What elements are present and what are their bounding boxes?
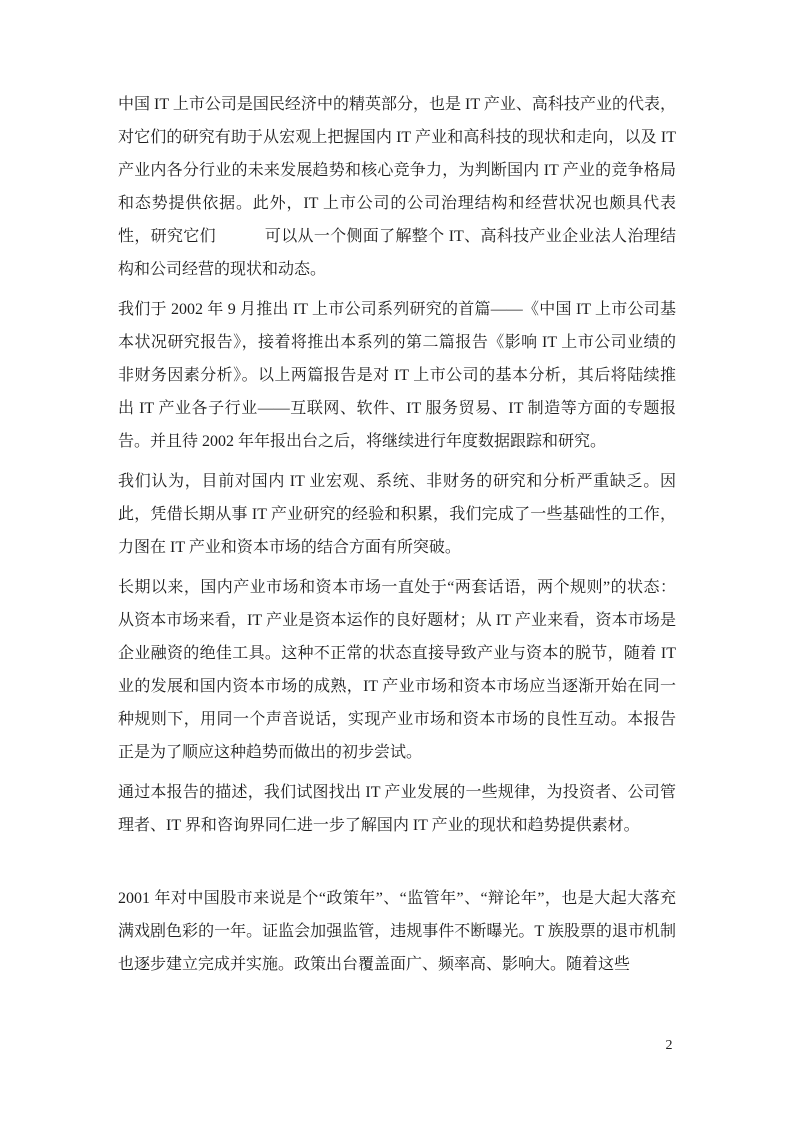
paragraph: 我们认为，目前对国内 IT 业宏观、系统、非财务的研究和分析严重缺乏。因此，凭借长期从事 IT 产业研究的经验和积累，我们完成了一些基础性的工作，力图在 IT 产业和资本市场的结合方面有所突破。 <box>118 473 676 556</box>
paragraph: 通过本报告的描述，我们试图找出 IT 产业发展的一些规律，为投资者、公司管理者、IT 界和咨询界同仁进一步了解国内 IT 产业的现状和趋势提供素材。 <box>118 784 676 834</box>
paragraph: 我们于 2002 年 9 月推出 IT 上市公司系列研究的首篇——《中国 IT 上市公司基本状况研究报告》，接着将推出本系列的第二篇报告《影响 IT 上市公司业绩的非财务因素分析》。以上两篇报告是对 IT 上市公司的基本分析，其后将陆续推出 IT 产业各子行业——互联网、软件、IT 服务贸易、IT 制造等方面的专题报告。并且待 2002 年年报出台之后，将继续进行年度数据跟踪和研究。 <box>118 301 676 450</box>
document-body <box>118 88 676 988</box>
paragraph: 2001 年对中国股市来说是个“政策年”、“监管年”、“辩论年”，也是大起大落充满戏剧色彩的一年。证监会加强监管，违规事件不断曝光。T 族股票的退市机制也逐步建立完成并实施。政策出台覆盖面广、频率高、影响大。随着这些 <box>118 890 676 973</box>
page-number: 2 <box>665 1038 673 1053</box>
paragraph: 中国 IT 上市公司是国民经济中的精英部分，也是 IT 产业、高科技产业的代表，对它们的研究有助于从宏观上把握国内 IT 产业和高科技的现状和走向，以及 IT 产业内各分行业的未来发展趋势和核心竞争力，为判断国内 IT 产业的竞争格局和态势提供依据。此外，IT 上市公司的公司治理结构和经营状况也颇具代表性，研究它们 可以从一个侧面了解整个 IT、高科技产业企业法人治理结构和公司经营的现状和动态。 <box>118 96 676 278</box>
paragraph: 长期以来，国内产业市场和资本市场一直处于“两套话语，两个规则”的状态：从资本市场来看，IT 产业是资本运作的良好题材；从 IT 产业来看，资本市场是企业融资的绝佳工具。这种不正常的状态直接导致产业与资本的脱节，随着 IT 业的发展和国内资本市场的成熟，IT 产业市场和资本市场应当逐渐开始在同一种规则下，用同一个声音说话，实现产业市场和资本市场的良性互动。本报告正是为了顺应这种趋势而做出的初步尝试。 <box>118 579 676 761</box>
